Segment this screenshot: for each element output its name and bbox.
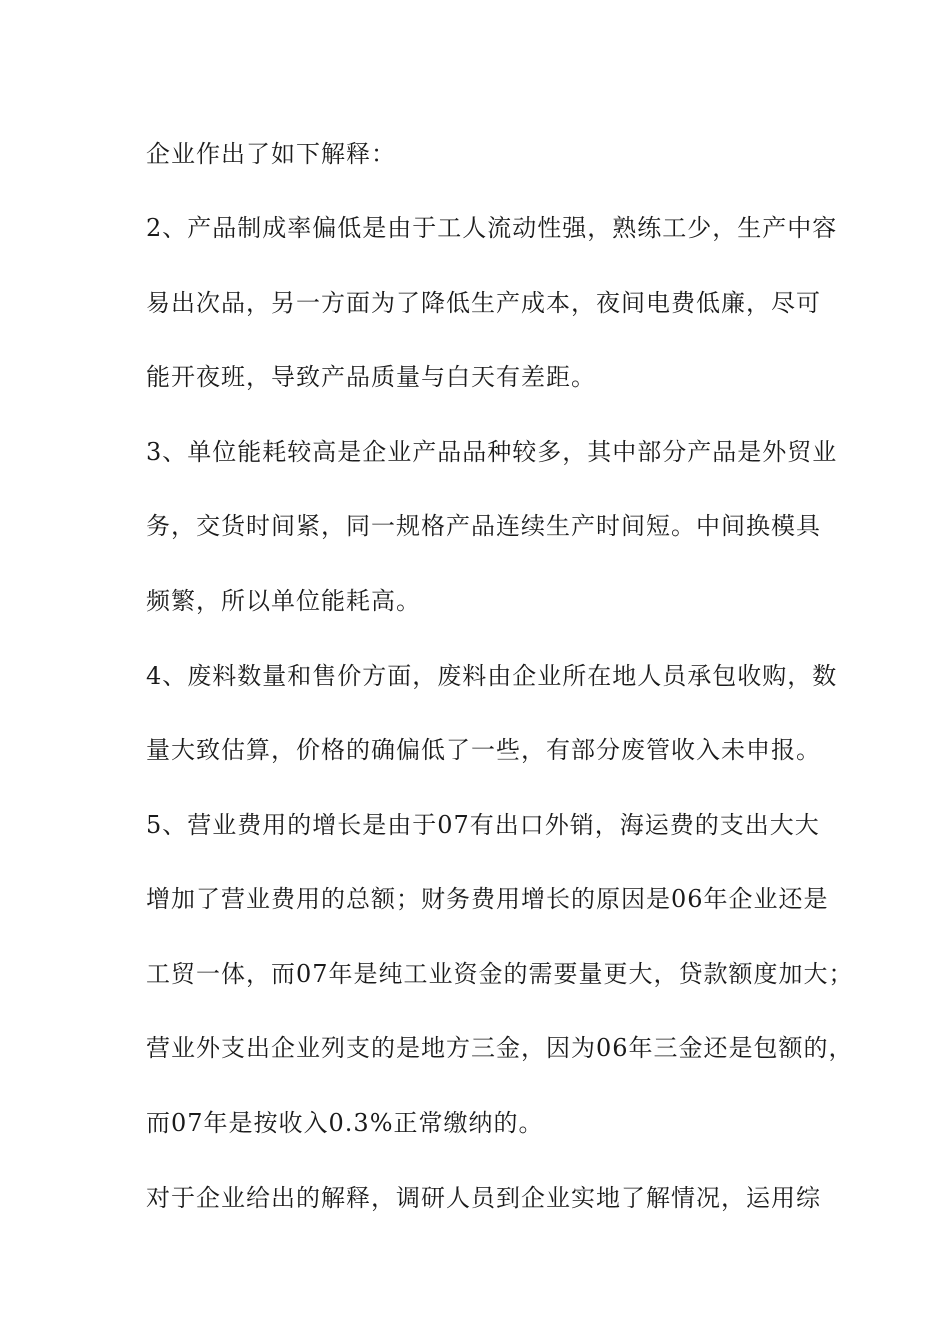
text-line: 对于企业给出的解释，调研人员到企业实地了解情况，运用综 bbox=[146, 1184, 821, 1212]
text-line: 频繁，所以单位能耗高。 bbox=[146, 587, 421, 615]
text-line: 5、营业费用的增长是由于07有出口外销，海运费的支出大大 bbox=[146, 811, 820, 839]
text-line: 而07年是按收入0.3%正常缴纳的。 bbox=[146, 1109, 544, 1137]
text-line: 营业外支出企业列支的是地方三金，因为06年三金还是包额的， bbox=[146, 1034, 854, 1062]
text-line: 务，交货时间紧，同一规格产品连续生产时间短。中间换模具 bbox=[146, 512, 821, 540]
text-line: 易出次品，另一方面为了降低生产成本，夜间电费低廉，尽可 bbox=[146, 289, 821, 317]
text-line: 能开夜班，导致产品质量与白天有差距。 bbox=[146, 363, 596, 391]
text-line: 工贸一体，而07年是纯工业资金的需要量更大，贷款额度加大； bbox=[146, 960, 854, 988]
text-line: 2、产品制成率偏低是由于工人流动性强，熟练工少，生产中容 bbox=[146, 214, 838, 242]
text-line: 4、废料数量和售价方面，废料由企业所在地人员承包收购，数 bbox=[146, 662, 838, 690]
text-line: 企业作出了如下解释： bbox=[146, 140, 396, 168]
text-line: 3、单位能耗较高是企业产品品种较多，其中部分产品是外贸业 bbox=[146, 438, 838, 466]
text-line: 增加了营业费用的总额；财务费用增长的原因是06年企业还是 bbox=[146, 885, 829, 913]
text-line: 量大致估算，价格的确偏低了一些，有部分废管收入未申报。 bbox=[146, 736, 821, 764]
